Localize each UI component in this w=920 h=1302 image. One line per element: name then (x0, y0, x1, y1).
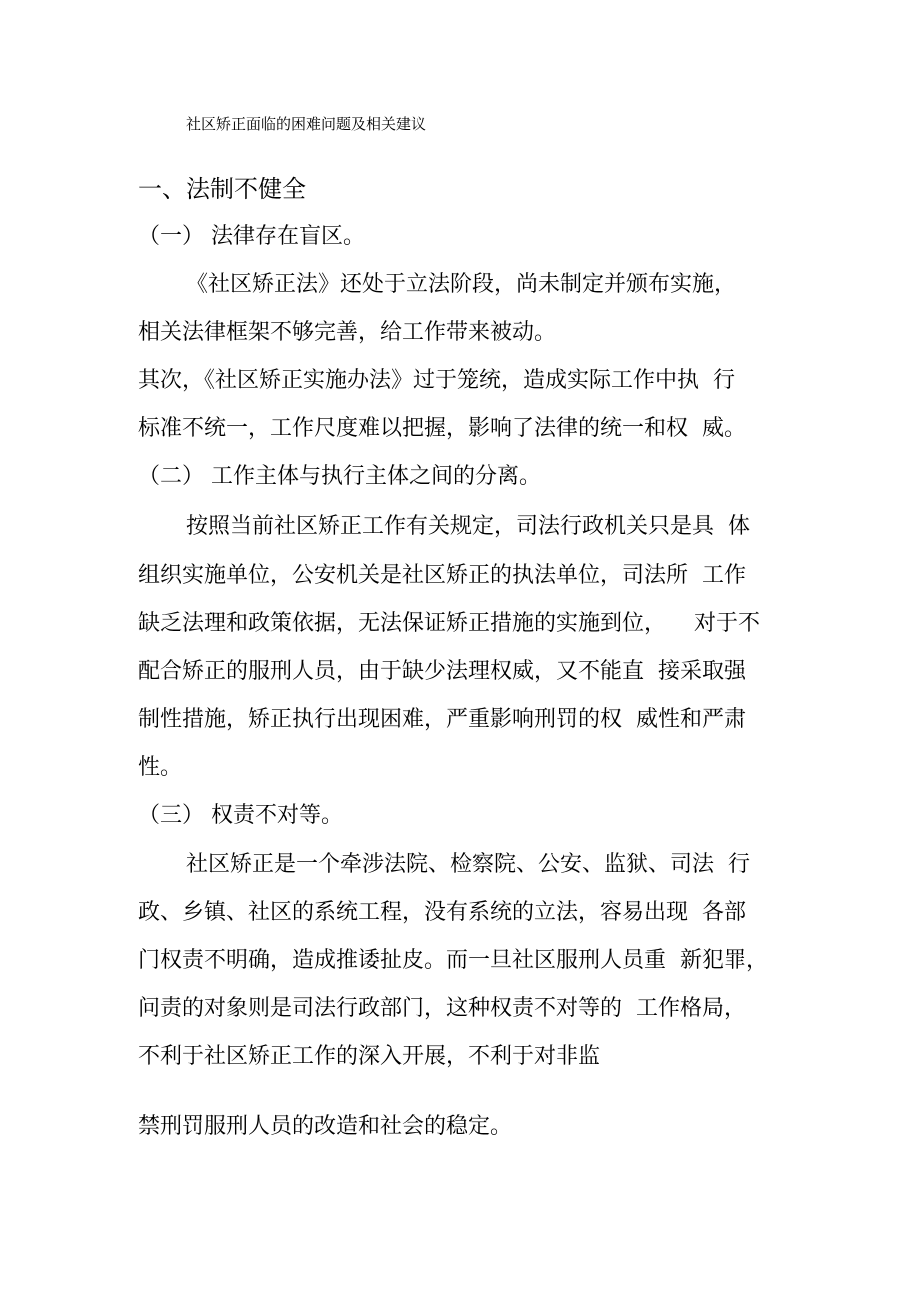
paragraph-line: 其次，《社区矫正实施办法》过于笼统，造成实际工作中执 行 (138, 368, 735, 393)
document-title: 社区矫正面临的困难问题及相关建议 (186, 115, 427, 133)
paragraph-line: 禁刑罚服刑人员的改造和社会的稳定。 (138, 1114, 513, 1139)
paragraph-line: 《社区矫正法》还处于立法阶段，尚未制定并颁布实施， (186, 272, 737, 297)
paragraph-line: 问责的对象则是司法行政部门，这种权责不对等的 工作格局， (138, 996, 746, 1021)
subsection-heading: （三） 权责不对等。 (138, 803, 343, 828)
paragraph-line: 相关法律框架不够完善，给工作带来被动。 (138, 320, 557, 345)
paragraph-line: 门权责不明确，造成推诿扯皮。而一旦社区服刑人员重 新犯罪， (138, 948, 768, 973)
subsection-heading: （一） 法律存在盲区。 (138, 224, 365, 249)
paragraph-line: 不利于社区矫正工作的深入开展，不利于对非监 (138, 1044, 601, 1069)
section-heading: 一、法制不健全 (138, 175, 306, 203)
paragraph-line: 按照当前社区矫正工作有关规定，司法行政机关只是具 体 (186, 514, 750, 539)
paragraph-line: 缺乏法理和政策依据，无法保证矫正措施的实施到位， 对于不 (138, 611, 760, 636)
paragraph-line: 政、乡镇、社区的系统工程，没有系统的立法，容易出现 各部 (138, 900, 746, 925)
paragraph-line: 制性措施，矫正执行出现困难，严重影响刑罚的权 威性和严肃 (138, 707, 746, 732)
paragraph-line: 配合矫正的服刑人员，由于缺少法理权威，又不能直 接采取强 (138, 659, 746, 684)
paragraph-line: 性。 (138, 755, 183, 780)
paragraph-line: 组织实施单位，公安机关是社区矫正的执法单位，司法所 工作 (138, 563, 746, 588)
paragraph-line: 标准不统一，工作尺度难以把握，影响了法律的统一和权 威。 (138, 416, 746, 441)
paragraph-line: 社区矫正是一个牵涉法院、检察院、公安、监狱、司法 行 (186, 852, 750, 877)
subsection-heading: （二） 工作主体与执行主体之间的分离。 (138, 464, 541, 489)
